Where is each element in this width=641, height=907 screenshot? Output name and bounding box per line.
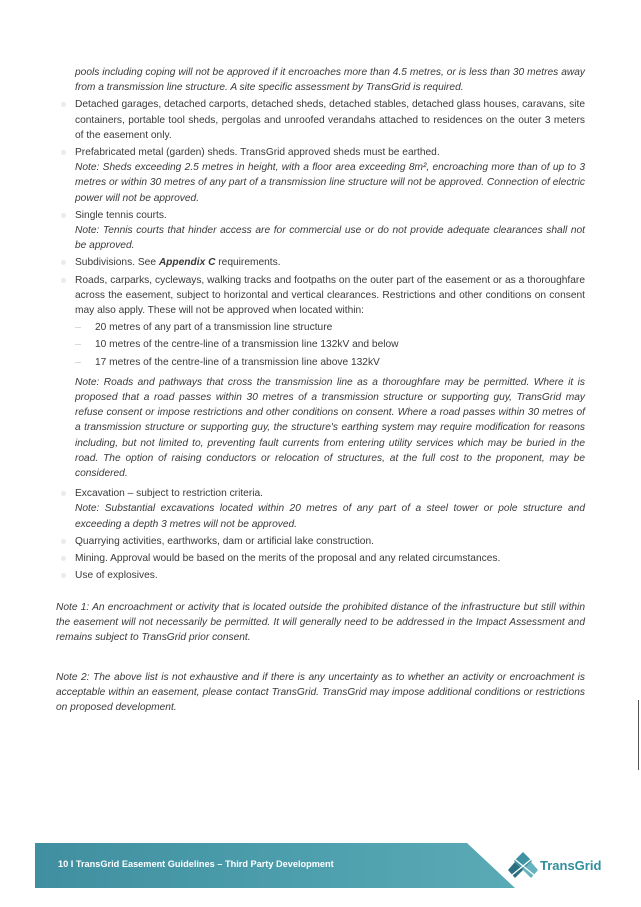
bullet-icon: [61, 150, 66, 155]
prefab-text: Prefabricated metal (garden) sheds. TransGrid approved sheds must be earthed.: [75, 147, 440, 159]
bullet-icon: [61, 260, 66, 265]
prefab-note: Note: Sheds exceeding 2.5 metres in height, with a floor area exceeding 8m², encroaching more than of up to 3 metres or within 30 metres of any part of a transmission line structure will not be approved. Connection of electric power will not be approved.: [75, 162, 585, 204]
footer-text: 10 I TransGrid Easement Guidelines – Third Party Development: [58, 859, 334, 869]
subdivisions-text: [75, 255, 585, 270]
dash-icon: [75, 344, 81, 345]
list-item-roads: [75, 273, 585, 482]
roads-note: Note: Roads and pathways that cross the transmission line as a thoroughfare may be permitted. Where it is proposed that a road passes within 30 metres of a transmission structure or supporting guy, TransGrid may refuse consent or impose restrictions and other conditions on consent. Where a road passes within 30 metres of a transmission structure or supporting guy, the structure's earthing system may require modification for reasons including, but not limited to, preventing fault currents from entering utility services which may be buried in the road. The option of raising conductors or relocation of structures, at the full cost to the proponent, may be considered.: [75, 376, 585, 480]
garages-text: Detached garages, detached carports, detached sheds, detached stables, detached glass houses, caravans, site containers, portable tool sheds, pergolas and unroofed verandahs attached to residences on the outer 3 meters of the easement only.: [75, 99, 585, 141]
tennis-text: Single tennis courts.: [75, 209, 167, 221]
list-item-mining: [75, 551, 585, 566]
excavation-text: Excavation – subject to restriction criteria.: [75, 488, 263, 500]
transgrid-logo: [508, 851, 608, 881]
explosives-text: Use of explosives.: [75, 570, 158, 582]
roads-sub-item: [75, 337, 585, 352]
bullet-icon: [61, 556, 66, 561]
pools-text: pools including coping will not be approved if it encroaches more than 4.5 metres, or is less than 30 metres away from a transmission line structure. A site specific assessment by TransGrid is required.: [75, 67, 585, 94]
note-1: Note 1: An encroachment or activity that is located outside the prohibited distance of the infrastructure but still within the easement will not necessarily be permitted. It will generally need to be addressed in the Impact Assessment and remains subject to TransGrid prior consent.: [56, 602, 585, 644]
dash-icon: [75, 362, 81, 363]
roads-sub-text: 20 metres of any part of a transmission line structure: [95, 322, 333, 334]
list-item-tennis: [75, 208, 585, 254]
roads-sub-text: 10 metres of the centre-line of a transmission line 132kV and below: [95, 339, 399, 351]
logo-text: TransGrid: [540, 858, 602, 873]
list-item-quarrying: [75, 534, 585, 549]
main-content: [75, 65, 585, 584]
roads-sub-text: 17 metres of the centre-line of a transmission line above 132kV: [95, 356, 380, 368]
excavation-note: Note: Substantial excavations located within 20 metres of any part of a steel tower or pole structure and exceeding a depth 3 metres will not be approved.: [75, 503, 585, 530]
bullet-icon: [61, 278, 66, 283]
tennis-note: Note: Tennis courts that hinder access are for commercial use or do not provide adequate clearances shall not be approved.: [75, 225, 585, 252]
list-item-subdivisions: [75, 255, 585, 270]
subdiv-post: requirements.: [215, 257, 281, 269]
roads-sub-item: [75, 320, 585, 335]
transgrid-logo-icon: [508, 851, 538, 881]
list-item-garages: [75, 97, 585, 143]
bullet-icon: [61, 102, 66, 107]
dash-icon: [75, 327, 81, 328]
bullet-icon: [61, 539, 66, 544]
list-item-excavation: [75, 486, 585, 532]
bullet-icon: [61, 213, 66, 218]
list-item-explosives: [75, 568, 585, 583]
appendix-c-ref: Appendix C: [158, 257, 216, 269]
page-footer: [0, 843, 641, 888]
note-2: Note 2: The above list is not exhaustive and if there is any uncertainty as to whether an activity or encroachment is acceptable within an easement, please contact TransGrid. TransGrid may impose additional conditions or restrictions on proposed development.: [56, 672, 585, 714]
roads-text: Roads, carparks, cycleways, walking tracks and footpaths on the outer part of the easement or as a thoroughfare across the easement, subject to horizontal and vertical clearances. Restrictions and other conditions on consent may also apply. These will not be approved when located within:: [75, 274, 585, 317]
page-edge-mark: [638, 700, 639, 770]
roads-sub-item: [75, 355, 585, 370]
bullet-icon: [61, 491, 66, 496]
quarrying-text: Quarrying activities, earthworks, dam or artificial lake construction.: [75, 535, 374, 547]
bullet-icon: [61, 573, 66, 578]
mining-text: Mining. Approval would be based on the merits of the proposal and any related circumstances.: [75, 553, 501, 565]
subdiv-pre: Subdivisions. See: [75, 257, 159, 269]
list-item-prefab: [75, 145, 585, 206]
